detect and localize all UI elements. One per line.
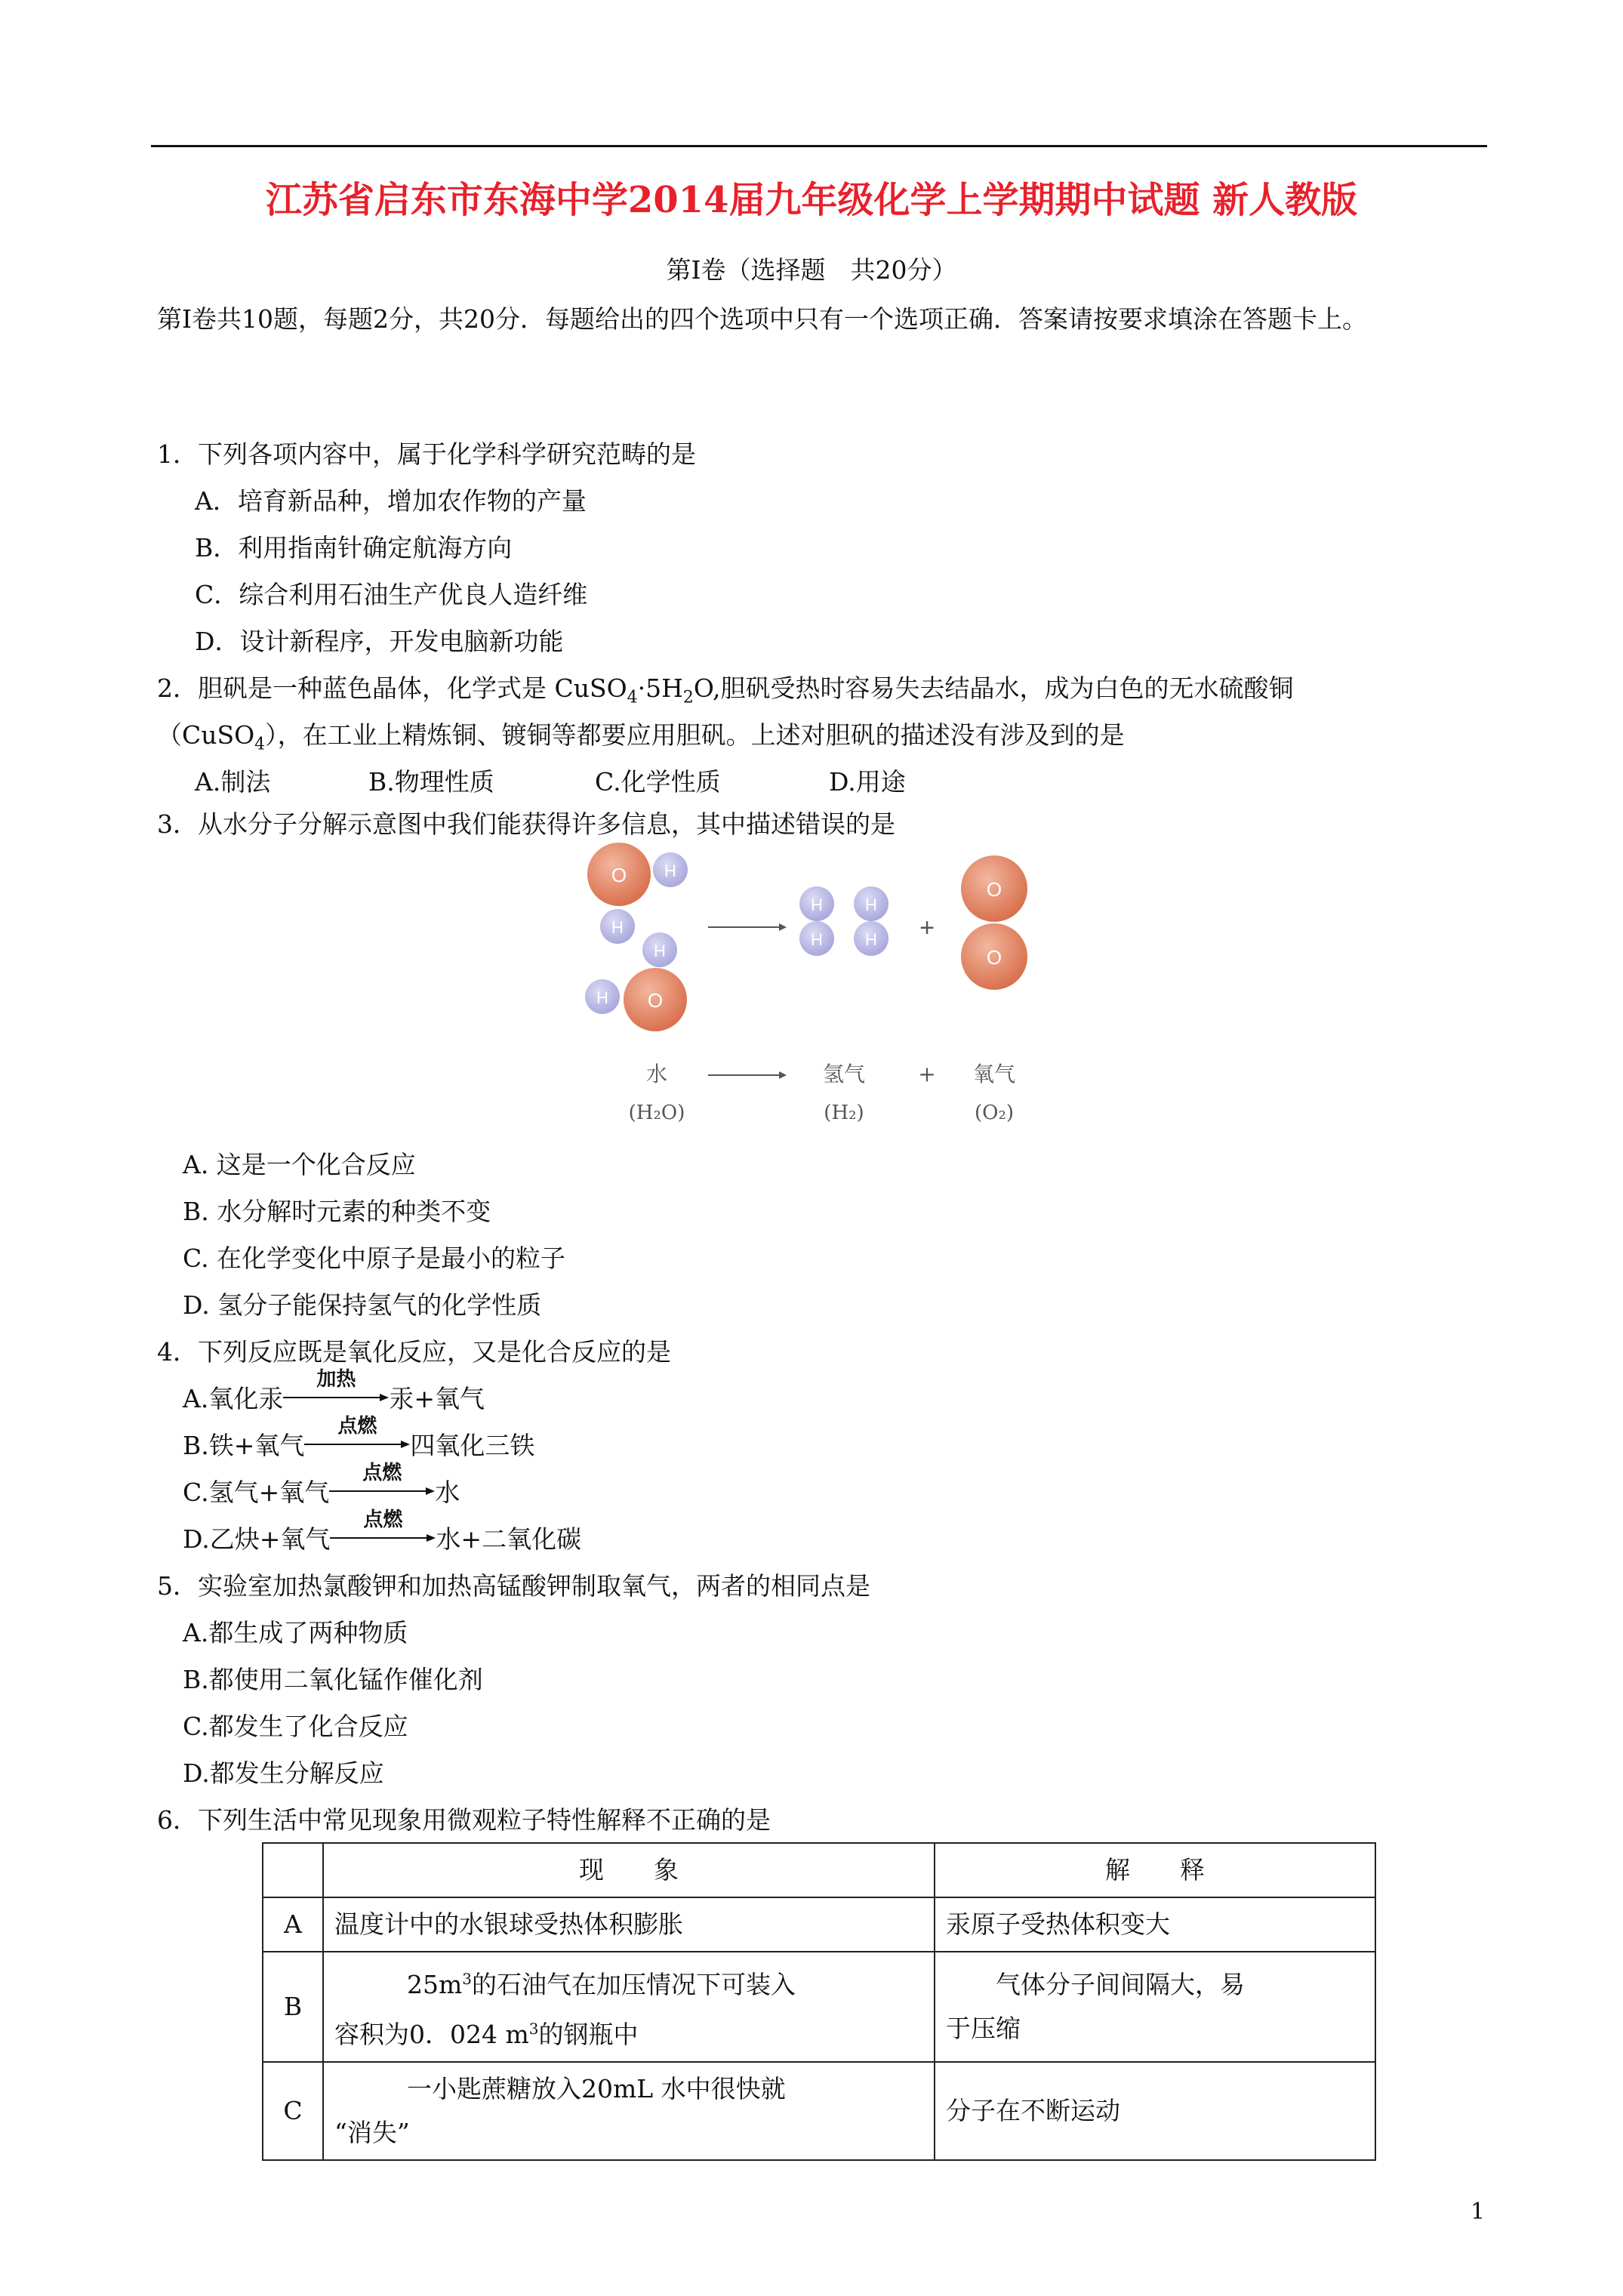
q1-option-c: C．综合利用石油生产优良人造纤维 xyxy=(195,580,588,609)
hydrogen-atom-label: H xyxy=(664,861,676,880)
hydrogen-molecules xyxy=(799,886,888,956)
phenomenon-cell: $25m^3$的石油气在加压情况下可装入 容积为0．024 $m^3$的钢瓶中 xyxy=(323,1952,935,2062)
q6-table xyxy=(262,1842,1376,2161)
q3-option-c: C. 在化学变化中原子是最小的粒子 xyxy=(183,1244,566,1273)
table-header-cell: 解 释 xyxy=(935,1843,1375,1897)
table-header-row xyxy=(263,1843,1375,1897)
label-plus: + xyxy=(918,1062,936,1086)
q2-option-d: D.用途 xyxy=(829,767,906,797)
plus-sign: + xyxy=(919,914,935,942)
formula-water: (H₂O) xyxy=(628,1102,685,1124)
phenomenon-cell: 温度计中的水银球受热体积膨胀 xyxy=(323,1897,935,1952)
reaction-arrow: 点燃 xyxy=(330,1521,436,1551)
q4-option-c: C.氢气+氧气 点燃 水 xyxy=(183,1462,460,1507)
q5-option-c: C.都发生了化合反应 xyxy=(183,1712,408,1741)
q1-option-d: D．设计新程序，开发电脑新功能 xyxy=(195,627,564,656)
q1-option-a: A．培育新品种，增加农作物的产量 xyxy=(195,486,587,516)
reaction-arrow: 点燃 xyxy=(329,1474,435,1504)
label-hydrogen: 氢气 xyxy=(822,1062,866,1086)
q1-option-b: B．利用指南针确定航海方向 xyxy=(195,533,513,562)
q5-stem: 5．实验室加热氯酸钾和加热高锰酸钾制取氧气，两者的相同点是 xyxy=(157,1571,870,1601)
reaction-arrow xyxy=(708,923,787,931)
header-rule xyxy=(151,145,1487,147)
hydrogen-atom-label: H xyxy=(654,942,666,960)
instructions: 第Ⅰ卷共10题，每题2分，共20分．每题给出的四个选项中只有一个选项正确．答案请按要求填涂在答题卡上。 xyxy=(157,304,1368,334)
q2-option-b: B.物理性质 xyxy=(368,767,494,797)
hydrogen-atom-label: H xyxy=(865,930,877,949)
q4-option-d: D.乙炔+氧气 点燃 水+二氧化碳 xyxy=(183,1509,582,1554)
table-row xyxy=(263,2062,1375,2160)
q5-option-a: A.都生成了两种物质 xyxy=(183,1618,408,1647)
table-header-cell xyxy=(263,1843,323,1897)
q3-stem: 3．从水分子分解示意图中我们能获得许多信息，其中描述错误的是 xyxy=(157,809,895,839)
oxygen-atom-label: O xyxy=(611,864,627,886)
q1-stem: 1．下列各项内容中，属于化学科学研究范畴的是 xyxy=(157,439,696,469)
q4-option-b: B.铁+氧气 点燃 四氧化三铁 xyxy=(183,1415,535,1460)
q4-stem: 4．下列反应既是氧化反应，又是化合反应的是 xyxy=(157,1337,671,1367)
row-label: C xyxy=(263,2062,323,2160)
oxygen-atom-label: O xyxy=(647,989,664,1012)
q2-stem-line2: （CuSO$_4$），在工业上精炼铜、镀铜等都要应用胆矾。上述对胆矾的描述没有涉及到的是 xyxy=(157,720,1125,754)
q5-option-b: B.都使用二氧化锰作催化剂 xyxy=(183,1665,483,1694)
hydrogen-atom-label: H xyxy=(865,895,877,914)
q4-option-a: A.氧化汞 加热 汞+氧气 xyxy=(183,1368,485,1413)
hydrogen-atom-label: H xyxy=(811,930,823,949)
table-header-cell: 现 象 xyxy=(323,1843,935,1897)
q3-option-d: D. 氢分子能保持氢气的化学性质 xyxy=(183,1290,542,1320)
label-water: 水 xyxy=(645,1062,668,1086)
formula-hydrogen: (H₂) xyxy=(824,1102,864,1124)
q2-stem-line1: 2．胆矾是一种蓝色晶体，化学式是 $CuSO_4\cdot 5H_2O$,胆矾受热时容易失去结晶水，成为白色的无水硫酸铜 xyxy=(157,673,1294,707)
water-molecule-2 xyxy=(585,932,687,1031)
reaction-arrow: 点燃 xyxy=(304,1427,410,1457)
table-row xyxy=(263,1952,1375,2062)
explanation-cell: 分子在不断运动 xyxy=(935,2062,1375,2160)
oxygen-atom-label: O xyxy=(986,878,1002,901)
page-number: 1 xyxy=(1471,2199,1486,2225)
oxygen-atom-label: O xyxy=(986,946,1002,969)
q2-option-c: C.化学性质 xyxy=(595,767,721,797)
q3-option-a: A. 这是一个化合反应 xyxy=(183,1150,416,1179)
section-title: 第Ⅰ卷（选择题 共20分） xyxy=(666,255,957,285)
phenomenon-cell: 一小匙蔗糖放入20mL 水中很快就 “消失” xyxy=(323,2062,935,2160)
explanation-cell: 汞原子受热体积变大 xyxy=(935,1897,1375,1952)
hydrogen-atom-label: H xyxy=(596,988,608,1007)
q5-option-d: D.都发生分解反应 xyxy=(183,1758,384,1788)
table-row xyxy=(263,1897,1375,1952)
water-decomposition-diagram xyxy=(581,838,1034,1140)
formula-oxygen: (O₂) xyxy=(974,1102,1015,1124)
q3-option-b: B. 水分解时元素的种类不变 xyxy=(183,1197,491,1226)
exam-title: 江苏省启东市东海中学2014届九年级化学上学期期中试题 新人教版 xyxy=(265,179,1358,221)
water-molecule-1 xyxy=(587,843,688,944)
row-label: B xyxy=(263,1952,323,2062)
hydrogen-atom-label: H xyxy=(611,918,624,937)
row-label: A xyxy=(263,1897,323,1952)
oxygen-molecule xyxy=(961,855,1027,990)
reaction-arrow: 加热 xyxy=(283,1380,389,1410)
q2-option-a: A.制法 xyxy=(195,767,271,797)
q6-stem: 6．下列生活中常见现象用微观粒子特性解释不正确的是 xyxy=(157,1805,771,1835)
explanation-cell: 气体分子间间隔大，易 于压缩 xyxy=(935,1952,1375,2062)
hydrogen-atom-label: H xyxy=(811,895,823,914)
label-oxygen: 氧气 xyxy=(972,1062,1016,1086)
